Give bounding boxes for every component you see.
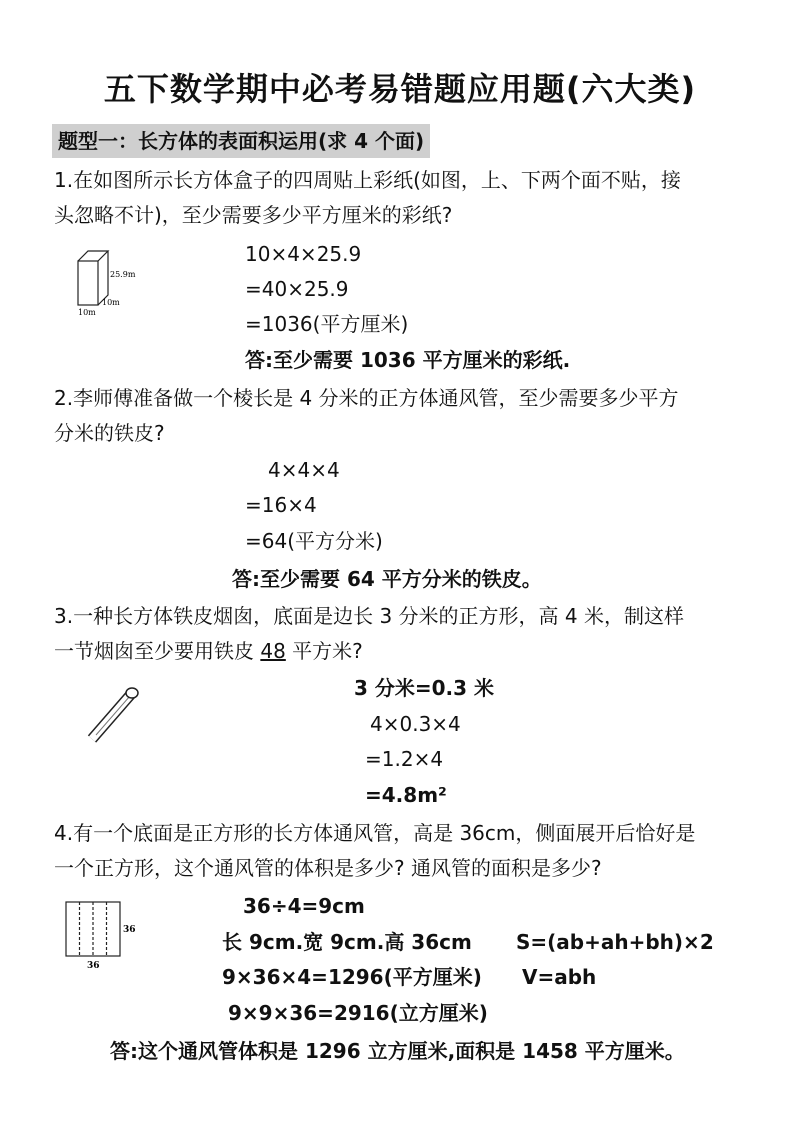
- cuboid-width-label: 10m: [78, 308, 96, 317]
- question-1-line-1: 1.在如图所示长方体盒子的四周贴上彩纸(如图，上、下两个面不贴，接: [54, 168, 681, 192]
- unfolded-tube-figure: [62, 898, 142, 973]
- chimney-figure: [84, 683, 144, 748]
- q4-answer: 答:这个通风管体积是 1296 立方厘米,面积是 1458 平方厘米。: [110, 1039, 685, 1063]
- q4-calc-line-3: 9×36×4=1296(平方厘米): [222, 965, 482, 989]
- question-4-line-1: 4.有一个底面是正方形的长方体通风管，高是 36cm，侧面展开后恰好是: [54, 821, 696, 845]
- q3-calc-line-4: =4.8m²: [365, 783, 447, 807]
- q3-calc-line-3: =1.2×4: [365, 747, 444, 771]
- q1-answer: 答:至少需要 1036 平方厘米的彩纸.: [245, 348, 571, 372]
- question-3-line-2: [54, 634, 363, 668]
- q3-calc-line-2: 4×0.3×4: [370, 712, 461, 736]
- q1-calc-line-1: 10×4×25.9: [245, 242, 362, 266]
- question-1-line-2: 头忽略不计)，至少需要多少平方厘米的彩纸?: [54, 203, 453, 227]
- q1-calc-line-3: =1036(平方厘米): [245, 312, 409, 336]
- page-title: 五下数学期中必考易错题应用题(六大类): [103, 70, 697, 108]
- cuboid-figure: [72, 245, 152, 325]
- tube-side-label: 36: [123, 925, 136, 935]
- cuboid-height-label: 25.9m: [110, 270, 136, 279]
- question-3-answer-blank: 48: [260, 639, 286, 663]
- q1-calc-line-2: =40×25.9: [245, 277, 349, 301]
- question-2-line-2: 分米的铁皮?: [54, 421, 165, 445]
- q4-calc-line-4: 9×9×36=2916(立方厘米): [228, 1001, 488, 1025]
- question-3-line-1: 3.一种长方体铁皮烟囱，底面是边长 3 分米的正方形，高 4 米，制这样: [54, 604, 684, 628]
- q2-calc-line-1: 4×4×4: [268, 458, 340, 482]
- q4-calc-line-2: 长 9cm.宽 9cm.高 36cm: [222, 930, 472, 954]
- question-2-line-1: 2.李师傅准备做一个棱长是 4 分米的正方体通风管，至少需要多少平方: [54, 386, 679, 410]
- q4-surface-formula: S=(ab+ah+bh)×2: [516, 930, 714, 954]
- q3-calc-line-1: 3 分米=0.3 米: [354, 676, 495, 700]
- cuboid-depth-label: 10m: [102, 298, 120, 307]
- q4-calc-line-1: 36÷4=9cm: [243, 894, 365, 918]
- tube-bottom-label: 36: [87, 961, 100, 971]
- question-3-line-2-prefix: 一节烟囱至少要用铁皮: [54, 639, 254, 663]
- q2-calc-line-3: =64(平方分米): [245, 529, 383, 553]
- q2-answer: 答:至少需要 64 平方分米的铁皮。: [232, 567, 542, 591]
- question-3-line-2-suffix: 平方米?: [292, 639, 363, 663]
- q4-volume-formula: V=abh: [522, 965, 597, 989]
- section-heading-1: 题型一：长方体的表面积运用(求 4 个面): [52, 124, 430, 158]
- q2-calc-line-2: =16×4: [245, 493, 317, 517]
- question-4-line-2: 一个正方形，这个通风管的体积是多少? 通风管的面积是多少?: [54, 856, 602, 880]
